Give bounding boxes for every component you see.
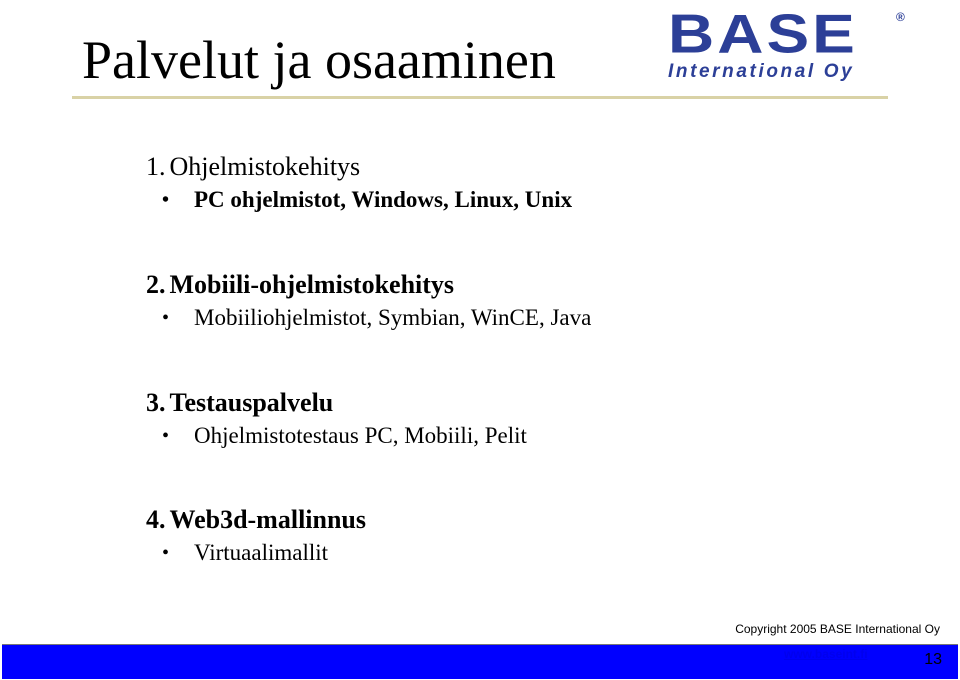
bullet-dot: • (162, 542, 170, 564)
service-item-3 (146, 388, 527, 448)
website-link[interactable]: www.baseint.fi (784, 647, 868, 661)
slide-title: Palvelut ja osaaminen (82, 30, 556, 90)
title-underline (72, 96, 888, 99)
bullet-text: Virtuaalimallit (194, 540, 329, 565)
service-item-4 (146, 505, 367, 565)
bullet-text: PC ohjelmistot, Windows, Linux, Unix (194, 187, 573, 212)
base-logo (664, 2, 914, 84)
bullet-dot: • (162, 425, 170, 447)
item-number: 1. (146, 152, 166, 181)
bullet-text: Ohjelmistotestaus PC, Mobiili, Pelit (194, 423, 527, 448)
item-heading: Testauspalvelu (169, 388, 334, 417)
logo-registered-mark: ® (896, 10, 905, 24)
item-bullet (162, 539, 329, 567)
item-number: 2. (146, 270, 166, 299)
bullet-dot: • (162, 189, 170, 211)
footer-bar (2, 644, 958, 679)
item-heading: Web3d-mallinnus (169, 505, 367, 534)
item-heading: Ohjelmistokehitys (169, 152, 361, 181)
logo-word: BASE (668, 2, 858, 65)
logo-subtitle: International Oy (668, 61, 855, 82)
item-number: 4. (146, 505, 166, 534)
item-bullet (162, 422, 527, 450)
service-item-2 (146, 270, 592, 330)
item-bullet (162, 304, 592, 332)
service-item-1 (146, 152, 573, 212)
item-number: 3. (146, 388, 166, 417)
item-bullet (162, 186, 573, 214)
bullet-text: Mobiiliohjelmistot, Symbian, WinCE, Java (194, 305, 592, 330)
page-number: 13 (924, 651, 942, 668)
bullet-dot: • (162, 307, 170, 329)
copyright-text: Copyright 2005 BASE International Oy (735, 622, 940, 636)
item-heading: Mobiili-ohjelmistokehitys (169, 270, 455, 299)
